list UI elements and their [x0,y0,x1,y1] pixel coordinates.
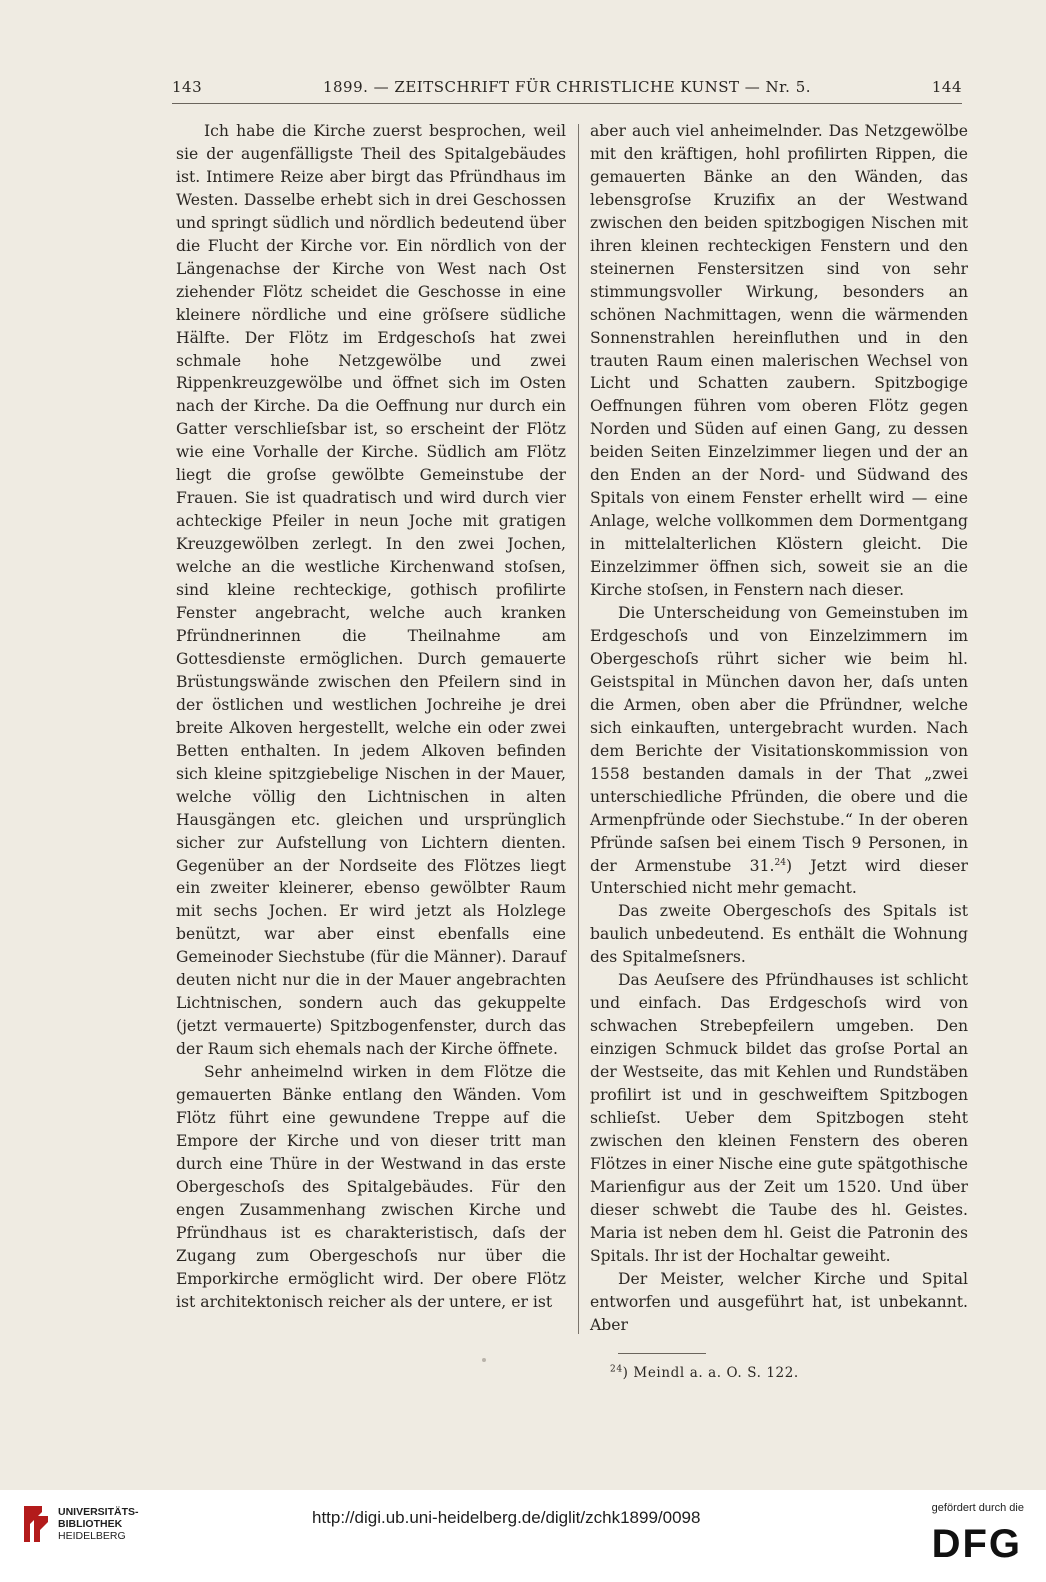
library-name: UNIVERSITÄTS- BIBLIOTHEK HEIDELBERG [58,1506,139,1542]
paragraph: Der Meister, welcher Kirche und Spital entworfen und ausgeführt hat, ist unbekannt. Aber [590,1269,968,1334]
paragraph: Das zweite Obergeschoſs des Spitals ist baulich unbedeutend. Es enthält die Wohnung des Spitalmeſsners. [590,902,968,967]
paragraph: Die Unterscheidung von Gemeinstuben im Erdgeschoſs und von Einzelzimmern im Obergeschoſs rührt sicher wie beim hl. Geistspital in München davon her, daſs unten die Armen, oben aber die Pfründner, welche sich einkauften, untergebracht wurden. Nach dem Berichte der Visitationskommission von 1558 bestanden damals in der That „zwei unterschiedliche Pfründen, die obere und die Armenpfründe oder Siechstube.“ In der oberen Pfründe saſsen bei einem Tisch 9 Personen, in der Armenstube 31.24) Jetzt wird dieser Unterschied nicht mehr gemacht. [590,604,968,898]
paragraph: Sehr anheimelnd wirken in dem Flötze die gemauerten Bänke entlang den Wänden. Vom Flötz führt eine gewundene Treppe auf die Empore der Kirche und von dieser tritt man durch eine Thüre in der Westwand in das erste Obergeschoſs des Spitalgebäudes. Für den engen Zusammenhang zwischen Kirche und Pfründhaus ist es charakteristisch, daſs der Zugang zum Obergeschoſs nur über die Emporkirche ermöglicht wird. Der obere Flötz ist architektonisch reicher als der untere, er ist [176,1063,566,1311]
permalink[interactable]: http://digi.ub.uni-heidelberg.de/diglit/zchk1899/0098 [312,1508,701,1527]
funding-note: gefördert durch die [931,1502,1024,1514]
paragraph: Ich habe die Kirche zuerst besprochen, weil sie der augenfälligste Theil des Spitalgebäudes ist. Intimere Reize aber birgt das Pfründhaus im Westen. Dasselbe erhebt sich in drei Geschossen und springt südlich und nördlich bedeutend über die Flucht der Kirche vor. Ein nördlich von der Längenachse der Kirche von West nach Ost ziehender Flötz scheidet die Geschosse in eine kleinere nördliche und eine gröſsere südliche Hälfte. Der Flötz im Erdgeschoſs hat zwei schmale hohe Netzgewölbe und zwei Rippenkreuzgewölbe und öffnet sich im Osten nach der Kirche. Da die Oeffnung nur durch ein Gatter verschlieſsbar ist, so erscheint der Flötz wie eine Vorhalle der Kirche. Südlich am Flötz liegt die groſse gewölbte Gemeinstube der Frauen. Sie ist quadratisch und wird durch vier achteckige Pfeiler in neun Joche mit gratigen Kreuzgewölben zerlegt. In den zwei Jochen, welche an die westliche Kirchenwand stoſsen, sind kleine rechteckige, gothisch profilirte Fenster angebracht, welche auch kranken Pfründnerinnen die Theilnahme am Gottesdienste ermöglichen. Durch gemauerte Brüstungswände zwischen den Pfeilern sind in der östlichen und westlichen Jochreihe je drei breite Alkoven hergestellt, welche ein oder zwei Betten enthalten. In jedem Alkoven befinden sich kleine spitzgiebelige Nischen in der Mauer, welche völlig den Lichtnischen in alten Hausgängen etc. gleichen und ursprünglich sicher zur Aufstellung von Lichtern dienten. Gegenüber an der Nordseite des Flötzes liegt ein zweiter kleinerer, ebenso gewölbter Raum mit sechs Jochen. Er wird jetzt als Holzlege benützt, war aber einst ebenfalls eine Gemeinoder Siechstube (für die Männer). Darauf deuten nicht nur die in der Mauer angebrachten Lichtnischen, sondern auch das gekuppelte (jetzt vermauerte) Spitzbogenfenster, durch das der Raum sich ehemals nach der Kirche öffnete. [176,122,566,1059]
running-head [172,78,962,100]
paragraph: Das Aeuſsere des Pfründhauses ist schlicht und einfach. Das Erdgeschoſs wird von schwachen Strebepfeilern umgeben. Den einzigen Schmuck bildet das groſse Portal an der Westseite, das mit Kehlen und Rundstäben profilirt ist und in geschweiftem Spitzbogen schlieſst. Ueber dem Spitzbogen steht zwischen den kleinen Fenstern des oberen Flötzes in einer Nische eine gute spätgothische Marienfigur aus der Zeit um 1520. Und über dieser schwebt die Taube des hl. Geistes. Maria ist neben dem hl. Geist die Patronin des Spitals. Ihr ist der Hochaltar geweiht. [590,971,968,1265]
footnote-rule [618,1353,706,1354]
footnote: $^{24}$) Meindl a. a. O. S. 122. [610,1364,799,1381]
dfg-logo: DFG [931,1522,1022,1566]
footnote-ref: 24 [774,857,786,868]
viewer-footer [0,1490,1046,1582]
right-column [590,120,968,1384]
page-number-left: 143 [172,78,203,96]
library-logo-icon [20,1502,52,1546]
left-column [176,120,566,1314]
header-rule [172,103,962,104]
journal-title: 1899. — ZEITSCHRIFT FÜR CHRISTLICHE KUNST — Nr. 5. [322,78,812,96]
paragraph: aber auch viel anheimelnder. Das Netzgewölbe mit den kräftigen, hohl profilirten Rippen, die gemauerten Bänke an den Wänden, das lebensgroſse Kruzifix an der Westwand zwischen den beiden spitzbogigen Nischen mit ihren kleinen rechteckigen Fenstern und den steinernen Fenstersitzen sind von sehr stimmungsvoller Wirkung, besonders an schönen Nachmittagen, wenn die wärmenden Sonnenstrahlen hereinfluthen und in den trauten Raum einen malerischen Wechsel von Licht und Schatten zaubern. Spitzbogige Oeffnungen führen vom oberen Flötz gegen Norden und Süden auf einen Gang, zu dessen beiden Seiten Einzelzimmer liegen und der an den Enden an der Nord- und Südwand des Spitals von einem Fenster erhellt wird — eine Anlage, welche vollkommen dem Dormentgang in mittelalterlichen Klöstern gleicht. Die Einzelzimmer öffnen sich, soweit sie an die Kirche stoſsen, in Fenstern nach dieser. [590,122,968,600]
page-number-right: 144 [931,78,962,96]
page-speck [482,1358,486,1362]
column-divider [578,124,579,1334]
